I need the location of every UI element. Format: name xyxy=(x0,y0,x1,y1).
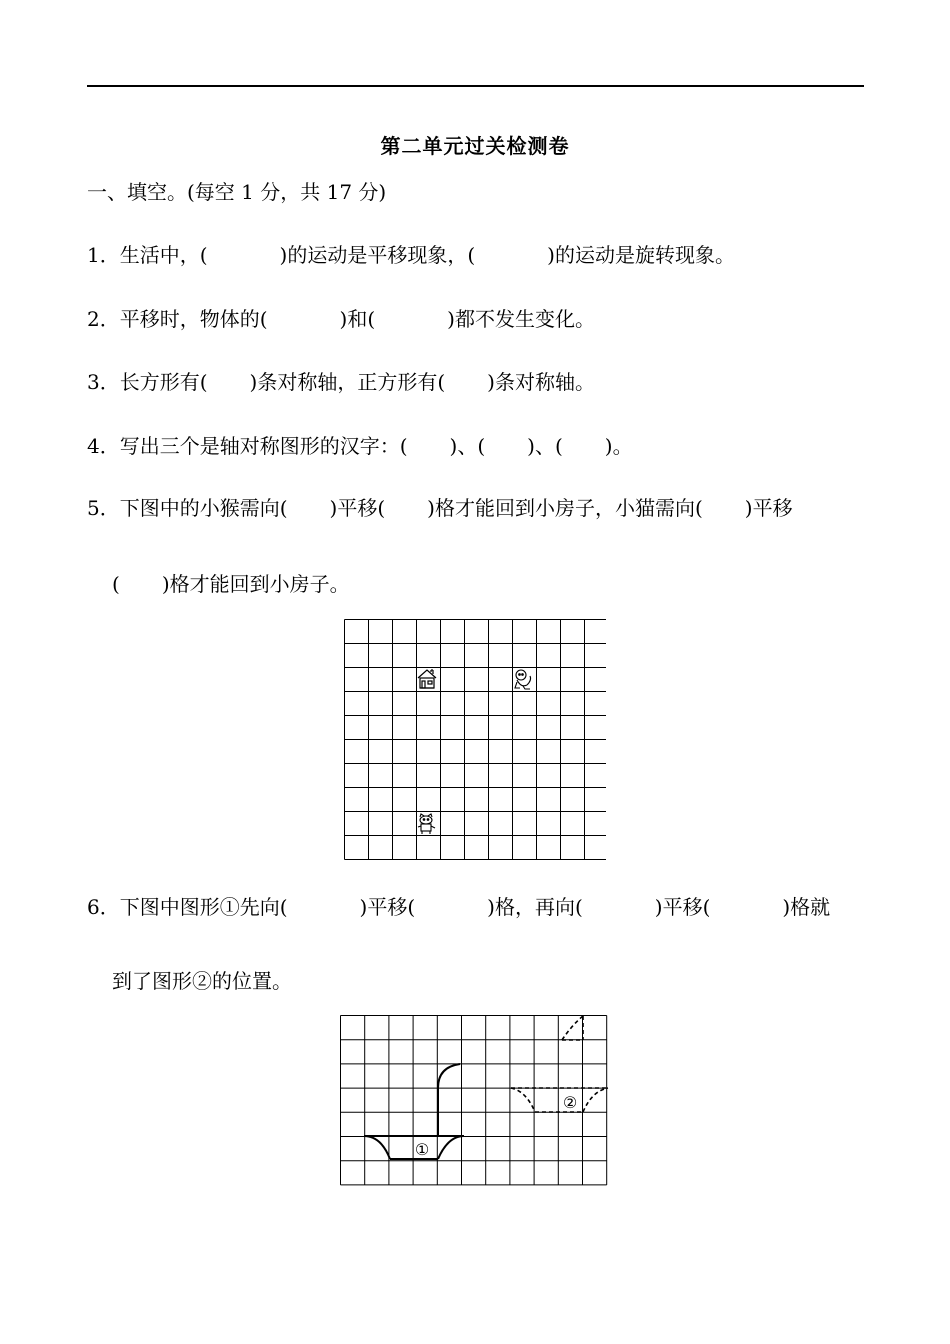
shape-2-label: ② xyxy=(562,1093,578,1112)
question-6: 6．下图中图形①先向( )平移( )格，再向( )平移( )格就 xyxy=(87,895,831,919)
q5-grid xyxy=(344,619,606,863)
question-5-line2: ( )格才能回到小房子。 xyxy=(112,572,350,596)
page-title: 第二单元过关检测卷 xyxy=(380,134,570,158)
section1-heading: 一、填空。(每空 1 分，共 17 分) xyxy=(87,180,387,204)
top-rule xyxy=(87,85,864,87)
question-number: 3． xyxy=(87,370,120,394)
question-6-line2: 到了图形②的位置。 xyxy=(112,969,292,993)
question-3: 3．长方形有( )条对称轴，正方形有( )条对称轴。 xyxy=(87,370,595,394)
q6-grid xyxy=(340,1015,611,1187)
question-number: 6． xyxy=(87,895,120,919)
monkey-icon xyxy=(515,670,531,689)
question-number: 4． xyxy=(87,434,120,458)
question-5: 5．下图中的小猴需向( )平移( )格才能回到小房子，小猫需向( )平移 xyxy=(87,496,793,520)
question-4: 4．写出三个是轴对称图形的汉字：( )、( )、( )。 xyxy=(87,434,633,458)
house-icon xyxy=(418,670,436,688)
question-number: 2． xyxy=(87,307,120,331)
question-number: 1． xyxy=(87,243,120,267)
shape-1-label: ① xyxy=(414,1140,430,1159)
question-number: 5． xyxy=(87,496,120,520)
question-2: 2．平移时，物体的( )和( )都不发生变化。 xyxy=(87,307,595,331)
cat-icon xyxy=(418,814,435,834)
q6-grid-figure xyxy=(340,1015,611,1191)
question-1: 1．生活中，( )的运动是平移现象，( )的运动是旋转现象。 xyxy=(87,243,735,267)
q5-grid-figure xyxy=(344,619,606,867)
